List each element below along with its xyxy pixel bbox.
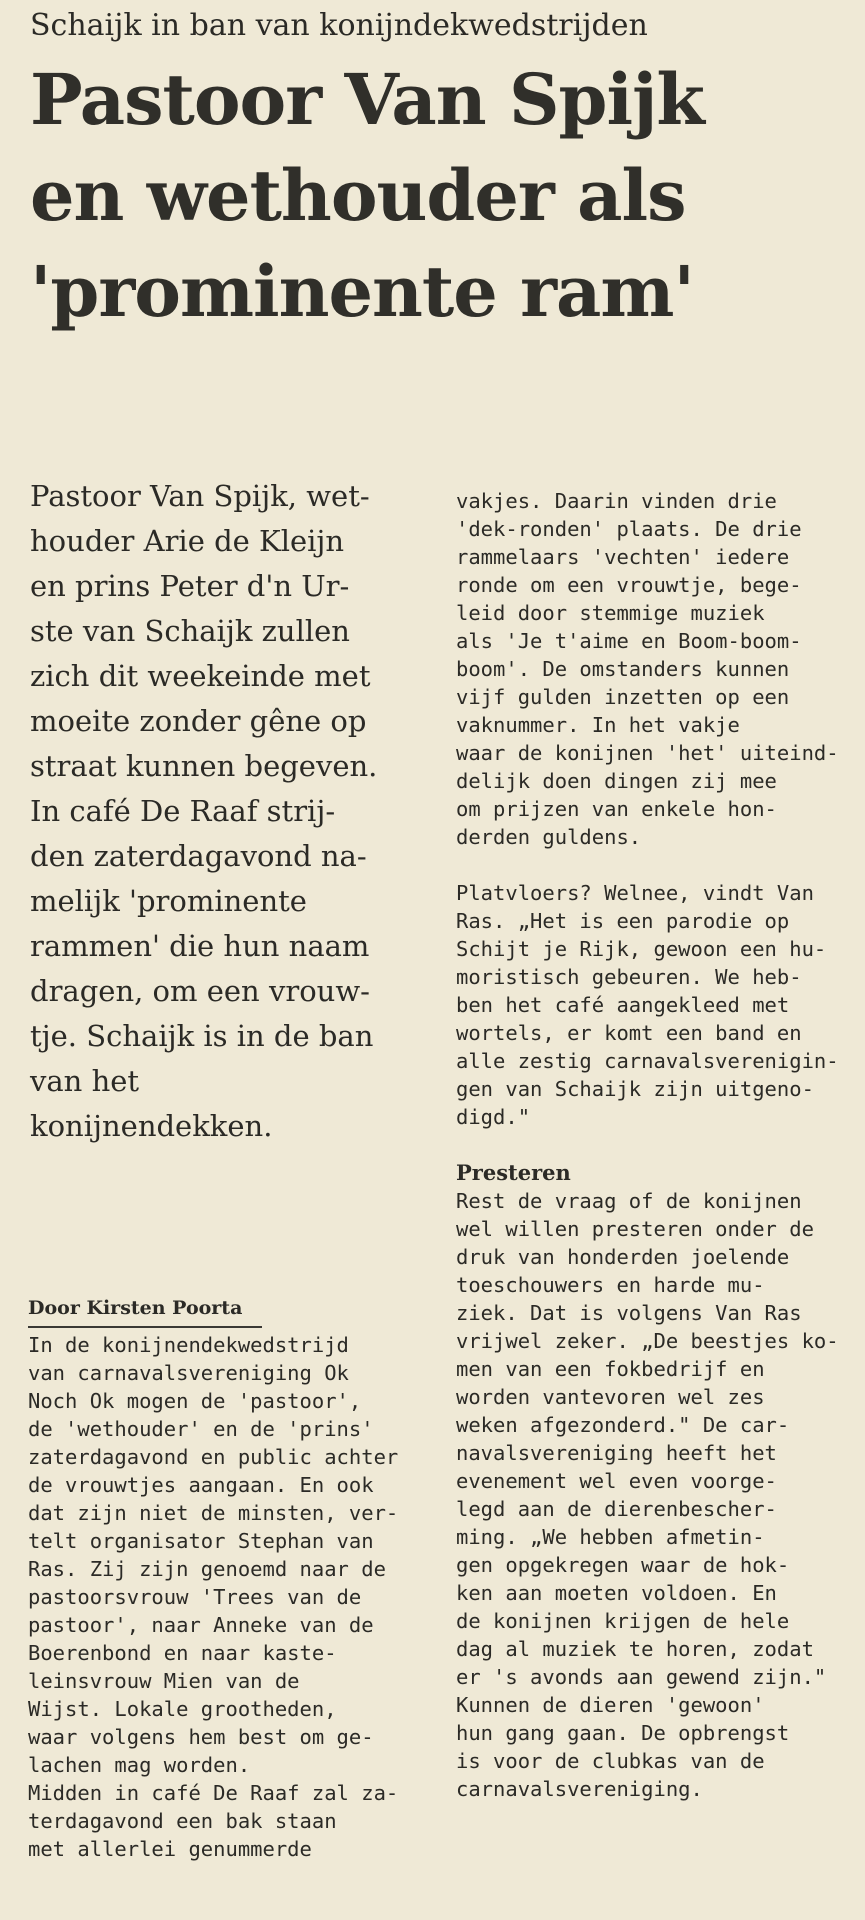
body-line: de vrouwtjes aangaan. En ook bbox=[28, 1473, 374, 1497]
body-line: men van een fokbedrijf en bbox=[456, 1357, 765, 1381]
body-line: ken aan moeten voldoen. En bbox=[456, 1581, 777, 1605]
body-line: terdagavond een bak staan bbox=[28, 1809, 337, 1833]
body-line: Boerenbond en naar kaste- bbox=[28, 1641, 337, 1665]
intro-line: en prins Peter d'n Ur- bbox=[30, 569, 350, 603]
intro-line: van het bbox=[30, 1064, 140, 1098]
body-line: wel willen presteren onder de bbox=[456, 1217, 814, 1241]
body-line: er 's avonds aan gewend zijn." bbox=[456, 1665, 827, 1689]
body-line: pastoorsvrouw 'Trees van de bbox=[28, 1585, 362, 1609]
body-line: wortels, er komt een band en bbox=[456, 1021, 802, 1045]
body-line: legd aan de dierenbescher- bbox=[456, 1497, 777, 1521]
body-line: delijk doen dingen zij mee bbox=[456, 769, 777, 793]
body-line: ming. „We hebben afmetin- bbox=[456, 1525, 765, 1549]
intro-line: konijnendekken. bbox=[30, 1109, 273, 1143]
kicker: Schaijk in ban van konijndekwedstrijden bbox=[30, 8, 648, 43]
paragraph-gap bbox=[456, 1131, 856, 1159]
body-line: de konijnen krijgen de hele bbox=[456, 1609, 790, 1633]
headline-line: en wethouder als bbox=[30, 154, 686, 237]
intro-line: rammen' die hun naam bbox=[30, 929, 370, 963]
paragraph-gap bbox=[456, 851, 856, 879]
body-line: als 'Je t'aime en Boom-boom- bbox=[456, 629, 802, 653]
headline-line: Pastoor Van Spijk bbox=[30, 58, 704, 141]
body-line: boom'. De omstanders kunnen bbox=[456, 657, 790, 681]
body-line: vaknummer. In het vakje bbox=[456, 713, 740, 737]
body-line: toeschouwers en harde mu- bbox=[456, 1273, 765, 1297]
byline: Door Kirsten Poorta bbox=[28, 1294, 262, 1328]
body-line: vijf gulden inzetten op een bbox=[456, 685, 790, 709]
intro-line: den zaterdagavond na- bbox=[30, 839, 367, 873]
intro-line: melijk 'prominente bbox=[30, 884, 307, 918]
body-line: weken afgezonderd." De car- bbox=[456, 1413, 790, 1437]
body-line: dag al muziek te horen, zodat bbox=[456, 1637, 814, 1661]
intro-line: houder Arie de Kleijn bbox=[30, 524, 345, 558]
headline-line: 'prominente ram' bbox=[30, 250, 694, 333]
body-line: Rest de vraag of de konijnen bbox=[456, 1189, 802, 1213]
body-line: alle zestig carnavalsverenigin- bbox=[456, 1049, 839, 1073]
intro-lead bbox=[30, 474, 440, 1149]
intro-line: ste van Schaijk zullen bbox=[30, 614, 350, 648]
body-line: pastoor', naar Anneke van de bbox=[28, 1613, 374, 1637]
intro-line: Pastoor Van Spijk, wet- bbox=[30, 479, 370, 513]
intro-line: moeite zonder gêne op bbox=[30, 704, 367, 738]
body-line: druk van honderden joelende bbox=[456, 1245, 790, 1269]
body-line: Ras. „Het is een parodie op bbox=[456, 909, 790, 933]
body-line: worden vantevoren wel zes bbox=[456, 1385, 765, 1409]
intro-line: zich dit weekeinde met bbox=[30, 659, 371, 693]
body-line: navalsvereniging heeft het bbox=[456, 1441, 777, 1465]
body-line: carnavalsvereniging. bbox=[456, 1777, 703, 1801]
body-line: is voor de clubkas van de bbox=[456, 1749, 765, 1773]
body-line: gen van Schaijk zijn uitgeno- bbox=[456, 1077, 814, 1101]
body-line: digd." bbox=[456, 1105, 531, 1129]
body-line: moristisch gebeuren. We heb- bbox=[456, 965, 802, 989]
body-line: lachen mag worden. bbox=[28, 1753, 251, 1777]
body-line: Wijst. Lokale grootheden, bbox=[28, 1697, 337, 1721]
headline bbox=[30, 52, 860, 340]
body-line: gen opgekregen waar de hok- bbox=[456, 1553, 790, 1577]
body-line: de 'wethouder' en de 'prins' bbox=[28, 1417, 374, 1441]
body-line: met allerlei genummerde bbox=[28, 1837, 312, 1861]
intro-line: dragen, om een vrouw- bbox=[30, 974, 370, 1008]
body-line: dat zijn niet de minsten, ver- bbox=[28, 1501, 399, 1525]
body-line: Noch Ok mogen de 'pastoor', bbox=[28, 1389, 362, 1413]
body-line: ben het café aangekleed met bbox=[456, 993, 790, 1017]
intro-line: In café De Raaf strij- bbox=[30, 794, 336, 828]
body-line: Ras. Zij zijn genoemd naar de bbox=[28, 1557, 386, 1581]
body-column-left bbox=[28, 1331, 428, 1863]
body-line: vakjes. Daarin vinden drie bbox=[456, 489, 777, 513]
body-line: hun gang gaan. De opbrengst bbox=[456, 1721, 790, 1745]
body-line: leid door stemmige muziek bbox=[456, 601, 765, 625]
body-line: Platvloers? Welnee, vindt Van bbox=[456, 881, 814, 905]
body-line: waar volgens hem best om ge- bbox=[28, 1725, 374, 1749]
body-line: Schijt je Rijk, gewoon een hu- bbox=[456, 937, 827, 961]
body-line: ziek. Dat is volgens Van Ras bbox=[456, 1301, 802, 1325]
body-line: zaterdagavond en public achter bbox=[28, 1445, 399, 1469]
body-line: om prijzen van enkele hon- bbox=[456, 797, 777, 821]
body-line: Midden in café De Raaf zal za- bbox=[28, 1781, 399, 1805]
body-line: In de konijnendekwedstrijd bbox=[28, 1333, 349, 1357]
body-line: telt organisator Stephan van bbox=[28, 1529, 374, 1553]
body-column-right bbox=[456, 487, 856, 1803]
body-line: Kunnen de dieren 'gewoon' bbox=[456, 1693, 765, 1717]
body-line: waar de konijnen 'het' uiteind- bbox=[456, 741, 839, 765]
body-line: evenement wel even voorge- bbox=[456, 1469, 777, 1493]
body-line: ronde om een vrouwtje, bege- bbox=[456, 573, 802, 597]
intro-line: straat kunnen begeven. bbox=[30, 749, 378, 783]
body-line: vrijwel zeker. „De beestjes ko- bbox=[456, 1329, 839, 1353]
body-line: van carnavalsvereniging Ok bbox=[28, 1361, 349, 1385]
intro-line: tje. Schaijk is in de ban bbox=[30, 1019, 374, 1053]
body-line: rammelaars 'vechten' iedere bbox=[456, 545, 790, 569]
body-line: derden guldens. bbox=[456, 825, 642, 849]
body-line: 'dek-ronden' plaats. De drie bbox=[456, 517, 802, 541]
body-line: leinsvrouw Mien van de bbox=[28, 1669, 300, 1693]
subheading: Presteren bbox=[456, 1160, 571, 1185]
